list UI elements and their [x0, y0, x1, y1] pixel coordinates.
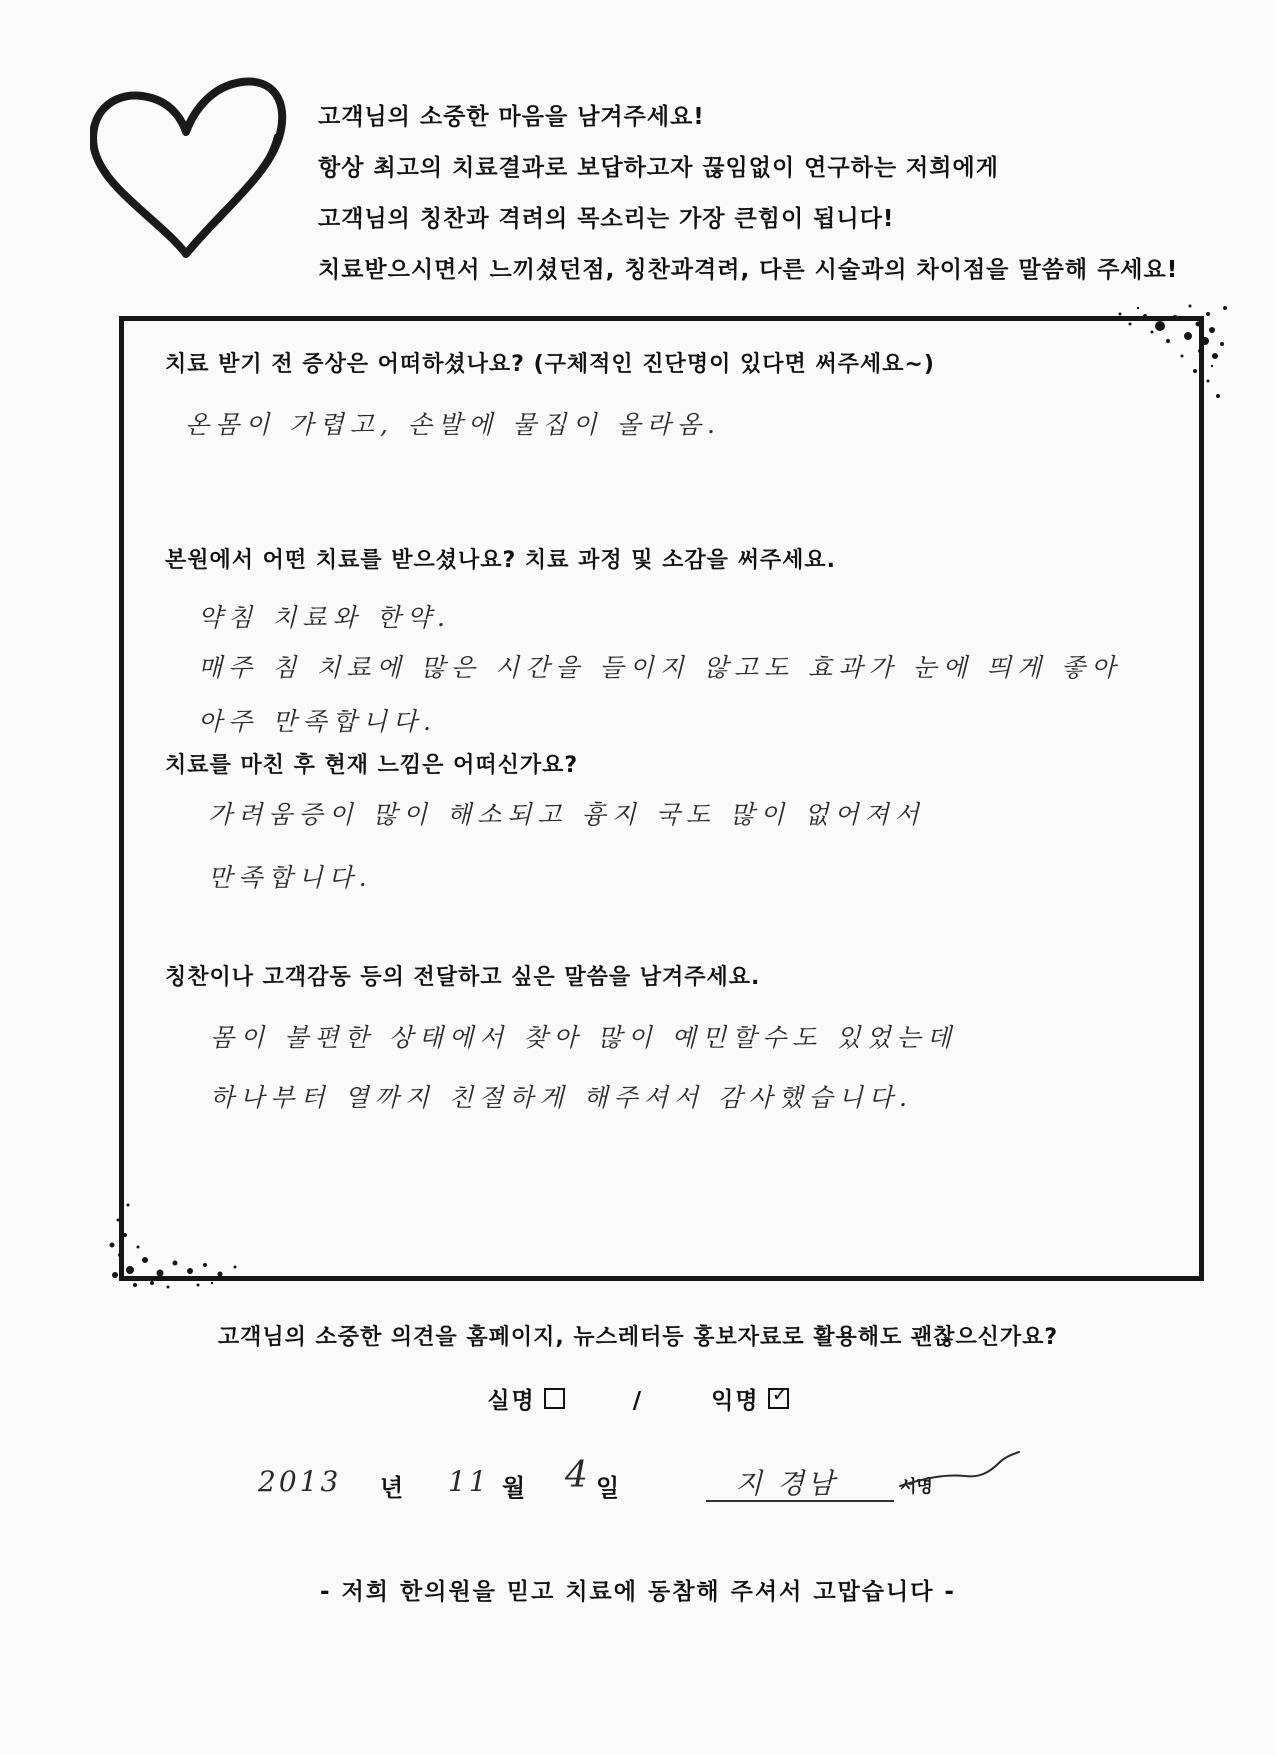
- answer-2-line: 아주 만족합니다.: [198, 707, 437, 736]
- intro-message: [318, 92, 1218, 296]
- intro-line: 치료받으시면서 느끼셨던점, 칭찬과격려, 다른 시술과의 차이점을 말씀해 주세요!: [318, 257, 1179, 283]
- intro-line: 고객님의 칭찬과 격려의 목소리는 가장 큰힘이 됩니다!: [318, 206, 895, 232]
- consent-question: 고객님의 소중한 의견을 홈페이지, 뉴스레터등 홍보자료로 활용해도 괜찮으신가요?: [217, 1325, 1059, 1350]
- date-day: 4: [565, 1455, 591, 1496]
- question-2: 본원에서 어떤 치료를 받으셨나요? 치료 과정 및 소감을 써주세요.: [165, 548, 836, 573]
- sign-label: 서명: [900, 1477, 933, 1497]
- date-month: 11: [448, 1465, 490, 1498]
- year-label: 년: [380, 1474, 404, 1502]
- intro-line: 고객님의 소중한 마음을 남겨주세요!: [318, 104, 705, 130]
- answer-4-line: 몸이 불편한 상태에서 찾아 많이 예민할수도 있었는데: [210, 1023, 957, 1052]
- heart-icon: [90, 70, 290, 270]
- signer-name: 지 경남: [735, 1467, 838, 1500]
- consent-choice-row: [0, 1382, 1276, 1415]
- month-label: 월: [502, 1474, 526, 1502]
- answer-4-line: 하나부터 열까지 친절하게 해주셔서 감사했습니다.: [210, 1083, 913, 1112]
- ink-splatter-bottom-left: [100, 1175, 250, 1295]
- question-3: 치료를 마친 후 현재 느낌은 어떠신가요?: [165, 753, 579, 778]
- answer-3-line: 가려움증이 많이 해소되고 흉지 국도 많이 없어져서: [208, 800, 925, 829]
- real-name-label: 실명: [487, 1388, 536, 1414]
- answer-1-line: 온몸이 가렵고, 손발에 물집이 올라옴.: [185, 410, 721, 439]
- question-4: 칭찬이나 고객감동 등의 전달하고 싶은 말씀을 남겨주세요.: [165, 965, 761, 990]
- question-1: 치료 받기 전 증상은 어떠하셨나요? (구체적인 진단명이 있다면 써주세요~): [165, 352, 935, 377]
- date-year: 2013: [258, 1465, 342, 1498]
- choice-separator: /: [632, 1388, 644, 1414]
- answer-3-line: 만족합니다.: [208, 863, 373, 892]
- signature-scribble: [895, 1448, 1025, 1498]
- check-mark-icon: ✓: [771, 1382, 791, 1406]
- anonymous-option[interactable]: [711, 1382, 791, 1415]
- day-label: 일: [596, 1474, 620, 1502]
- answer-2-line: 매주 침 치료에 많은 시간을 들이지 않고도 효과가 눈에 띄게 좋아: [198, 653, 1122, 682]
- intro-line: 항상 최고의 치료결과로 보답하고자 끊임없이 연구하는 저희에게: [318, 155, 999, 181]
- anonymous-checkbox[interactable]: [768, 1382, 791, 1409]
- anonymous-label: 익명: [711, 1388, 760, 1414]
- real-name-checkbox[interactable]: [544, 1388, 565, 1409]
- footer-thanks: - 저희 한의원을 믿고 치료에 동참해 주셔서 고맙습니다 -: [320, 1579, 956, 1605]
- answer-2-line: 약침 치료와 한약.: [198, 603, 451, 632]
- real-name-option[interactable]: [487, 1382, 564, 1415]
- signature-line: [706, 1500, 894, 1502]
- ink-splatter-top-right: [1100, 296, 1230, 406]
